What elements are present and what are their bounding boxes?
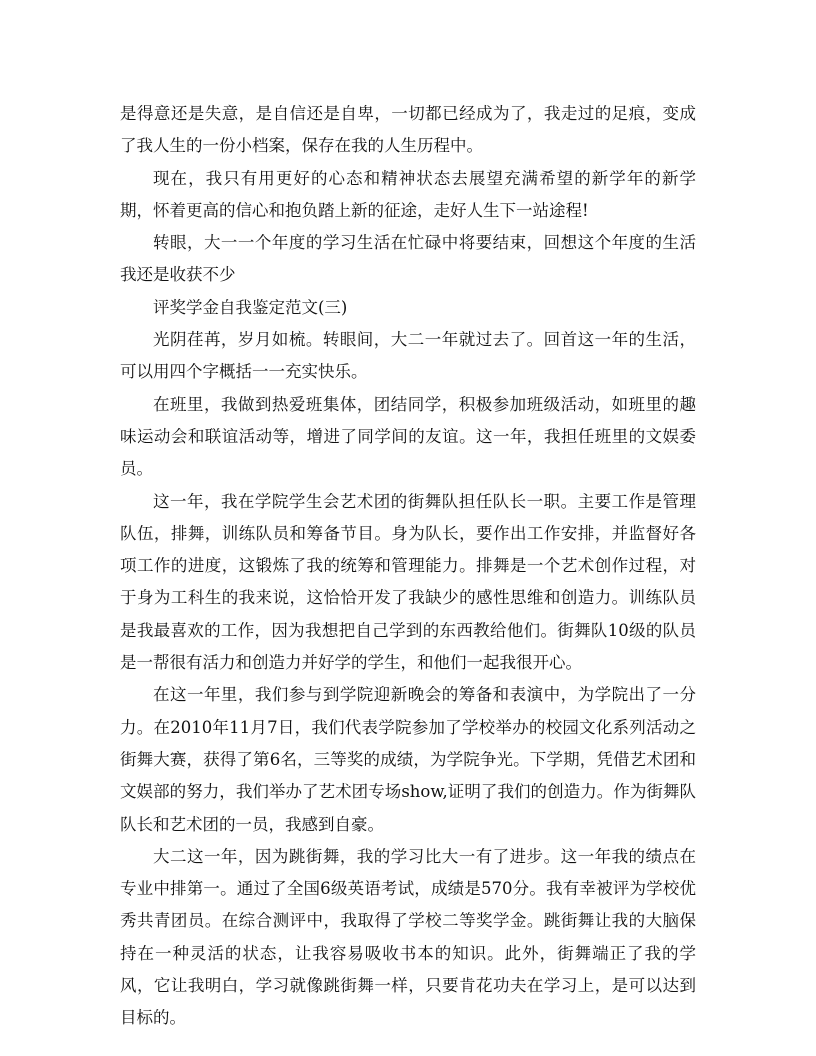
paragraph: 在班里，我做到热爱班集体，团结同学，积极参加班级活动，如班里的趣味运动会和联谊活动等，增进了同学间的友谊。这一年，我担任班里的文娱委员。 <box>120 394 696 479</box>
paragraph-continued: 是得意还是失意，是自信还是自卑，一切都已经成为了，我走过的足痕，变成了我人生的一份小档案，保存在我的人生历程中。 <box>120 104 696 156</box>
paragraph: 大二这一年，因为跳街舞，我的学习比大一有了进步。这一年我的绩点在专业中排第一。通过了全国6级英语考试，成绩是570分。我有幸被评为学校优秀共青团员。在综合测评中，我取得了学校二等奖学金。跳街舞让我的大脑保持在一种灵活的状态，让我容易吸收书本的知识。此外，街舞端正了我的学风，它让我明白，学习就像跳街舞一样，只要肯花功夫在学习上，是可以达到目标的。 <box>120 846 696 1028</box>
paragraph: 在这一年里，我们参与到学院迎新晚会的筹备和表演中，为学院出了一分力。在2010年11月7日，我们代表学院参加了学校举办的校园文化系列活动之街舞大赛，获得了第6名，三等奖的成绩，为学院争光。下学期，凭借艺术团和文娱部的努力，我们举办了艺术团专场show,证明了我们的创造力。作为街舞队队长和艺术团的一员，我感到自豪。 <box>120 685 696 834</box>
document-body <box>120 98 696 1035</box>
paragraph: 光阴荏苒，岁月如梳。转眼间，大二一年就过去了。回首这一年的生活，可以用四个字概括一一充实快乐。 <box>120 330 696 382</box>
paragraph: 这一年，我在学院学生会艺术团的街舞队担任队长一职。主要工作是管理队伍，排舞，训练队员和筹备节目。身为队长，要作出工作安排，并监督好各项工作的进度，这锻炼了我的统筹和管理能力。排舞是一个艺术创作过程，对于身为工科生的我来说，这恰恰开发了我缺少的感性思维和创造力。训练队员是我最喜欢的工作，因为我想把自己学到的东西教给他们。街舞队10级的队员是一帮很有活力和创造力并好学的学生，和他们一起我很开心。 <box>120 491 696 673</box>
paragraph: 现在，我只有用更好的心态和精神状态去展望充满希望的新学年的新学期，怀着更高的信心和抱负踏上新的征途，走好人生下一站途程! <box>120 168 696 220</box>
paragraph: 转眼，大一一个年度的学习生活在忙碌中将要结束，回想这个年度的生活我还是收获不少 <box>120 233 696 285</box>
section-heading: 评奖学金自我鉴定范文(三) <box>153 297 348 317</box>
